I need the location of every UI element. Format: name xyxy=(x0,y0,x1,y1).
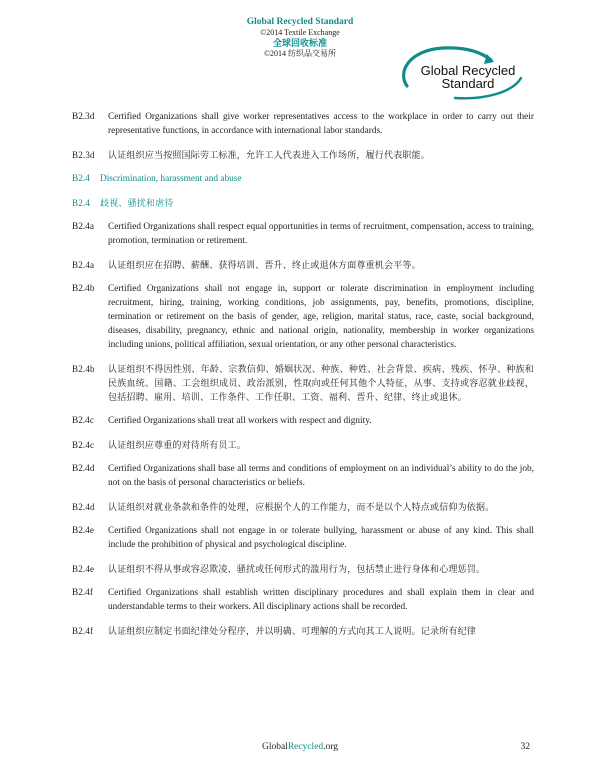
footer-site xyxy=(0,742,600,752)
clause-text: 认证组织应尊重的对待所有员工。 xyxy=(108,440,247,450)
clause-item xyxy=(72,110,534,138)
clause-text: Certified Organizations shall respect equal opportunities in terms of recruitment, compensation, access to training, promotion, termination or retirement. xyxy=(108,222,534,246)
clause-text: Certified Organizations shall treat all workers with respect and dignity. xyxy=(108,416,372,426)
page-footer xyxy=(0,742,600,756)
clause-code: B2.4d xyxy=(72,464,95,474)
clause-item xyxy=(72,414,534,428)
clause-item-zh xyxy=(72,562,534,576)
clause-item-zh xyxy=(72,438,534,452)
logo-text xyxy=(409,64,527,90)
clause-item-zh xyxy=(72,362,534,404)
section-heading-zh xyxy=(72,196,534,210)
clause-code: B2.4d xyxy=(72,502,95,512)
header-title: Global Recycled Standard xyxy=(246,17,354,27)
clause-code: B2.4e xyxy=(72,526,94,536)
clause-text: Certified Organizations shall give worker representatives access to the workplace in order to carry out their representative functions, in accordance with international labor standards. xyxy=(108,112,534,136)
clause-item xyxy=(72,220,534,248)
section-code: B2.4 xyxy=(72,198,91,208)
grs-logo xyxy=(395,42,530,102)
clause-code: B2.3d xyxy=(72,112,95,122)
clause-item xyxy=(72,586,534,614)
clause-text: 认证组织应在招聘、薪酬、获得培训、晋升、终止或退休方面尊重机会平等。 xyxy=(108,260,421,270)
section-heading xyxy=(72,172,534,186)
clause-code: B2.4a xyxy=(72,222,94,232)
clause-text: 认证组织不得因性别、年龄、宗教信仰、婚姻状况、种族、种姓、社会背景、疾病、残疾、怀孕、种族和民族血统、国籍、工会组织成员、政治派别，性取向或任何其他个人特征，从事、支持或容忍就业歧视，包括招聘、雇用、培训、工作条件、工作任职、工资、福利、晋升、纪律、终止或退休。 xyxy=(108,364,534,402)
clause-code: B2.4f xyxy=(72,626,94,636)
section-title: Discrimination, harassment and abuse xyxy=(100,174,242,184)
clause-code: B2.4f xyxy=(72,588,93,598)
header-copyright: ©2014 Textile Exchange xyxy=(260,28,340,37)
clause-code: B2.4b xyxy=(72,284,95,294)
page-number: 32 xyxy=(520,742,530,752)
clause-code: B2.3d xyxy=(72,150,95,160)
clause-code: B2.4a xyxy=(72,260,95,270)
clause-code: B2.4c xyxy=(72,416,94,426)
clause-item-zh xyxy=(72,148,534,162)
clause-item-zh xyxy=(72,500,534,514)
clause-item-zh xyxy=(72,624,534,638)
clause-text: Certified Organizations shall not engage in, support or tolerate discrimination in employment including recruitment, hiring, training, working conditions, job assignments, pay, benefits, promotions, discipline, termination or retirement on the basis of gender, age, religion, marital status, race, caste, social background, diseases, disability, pregnancy, ethnic and national origin, nationality, membership in worker organizations including unions, political affiliation, sexual orientation, or any other personal characteristics. xyxy=(108,284,534,350)
clause-text: Certified Organizations shall establish written disciplinary procedures and shall explain them in clear and understandable terms to their workers. All disciplinary actions shall be recorded. xyxy=(108,588,534,612)
clause-item xyxy=(72,462,534,490)
clause-item-zh xyxy=(72,258,534,272)
clause-text: 认证组织应当按照国际劳工标准，允许工人代表进入工作场所，履行代表职能。 xyxy=(108,150,431,160)
clause-text: 认证组织对就业条款和条件的处理，应根据个人的工作能力，而不是以个人特点或信仰为依据。 xyxy=(108,502,495,512)
clause-item xyxy=(72,524,534,552)
logo-line-2: Standard xyxy=(441,76,495,91)
header-copyright-zh: ©2014 纺织品交易所 xyxy=(263,49,337,58)
clause-code: B2.4b xyxy=(72,364,95,374)
footer-site-highlight: Recycled xyxy=(287,742,324,752)
clause-text: Certified Organizations shall not engage in or tolerate bullying, harassment or abuse of any kind. This shall include the prohibition of physical and psychological discipline. xyxy=(108,526,534,550)
header-title-zh: 全球回收标准 xyxy=(272,38,327,48)
document-body xyxy=(72,110,534,648)
footer-site-suffix: .org xyxy=(323,742,339,752)
section-code: B2.4 xyxy=(72,174,90,184)
clause-code: B2.4e xyxy=(72,564,95,574)
section-title: 歧视、骚扰和虐待 xyxy=(100,198,174,208)
clause-code: B2.4c xyxy=(72,440,95,450)
logo-line-1: Global Recycled xyxy=(420,63,516,78)
footer-site-prefix: Global xyxy=(261,742,288,752)
clause-item xyxy=(72,282,534,352)
clause-text: 认证组织应制定书面纪律处分程序，并以明确、可理解的方式向其工人说明。记录所有纪律 xyxy=(108,626,477,636)
clause-text: 认证组织不得从事或容忍欺凌、骚扰或任何形式的滥用行为，包括禁止进行身体和心理惩罚。 xyxy=(108,564,486,574)
clause-text: Certified Organizations shall base all terms and conditions of employment on an individual’s ability to do the job, not on the basis of personal characteristics or beliefs. xyxy=(108,464,534,488)
